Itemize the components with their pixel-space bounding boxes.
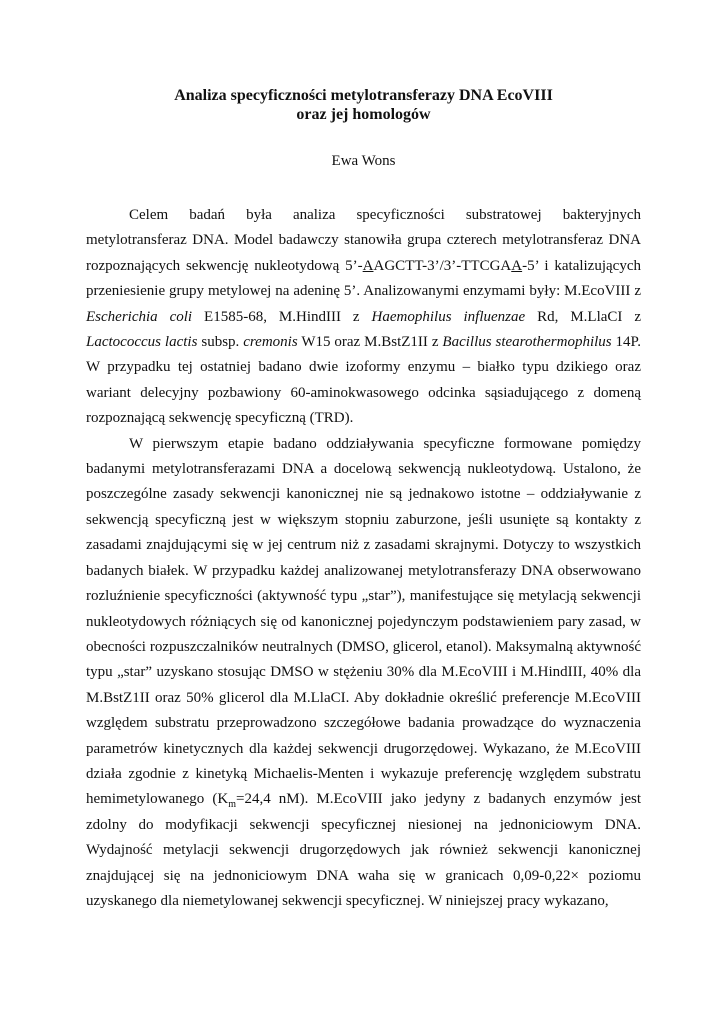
p1-text-6: subsp.	[197, 334, 244, 351]
p1-text-8: 14P. W przypadku tej ostatniej badano dwie izoformy enzymu – białko typu dzikiego oraz wariant delecyjny pozbawiony 60-aminokwasowego odcinka sąsiadującego z domeną rozpoznającą sekwencję specyficzną (TRD).	[86, 334, 641, 427]
document-page	[86, 86, 641, 914]
p1-species-5: Bacillus stearothermophilus	[442, 334, 612, 351]
p1-species-1: Escherichia coli	[86, 308, 193, 325]
p1-underlined-base-1: A	[362, 257, 374, 274]
title-line-2: oraz jej homologów	[296, 106, 431, 123]
p1-species-4: cremonis	[243, 334, 298, 351]
author-name: Ewa Wons	[331, 153, 396, 169]
document-title	[86, 86, 641, 124]
p1-underlined-base-2: A	[511, 257, 523, 274]
p2-text-1: W pierwszym etapie badano oddziaływania specyficzne formowane pomiędzy badanymi metylotransferazami DNA a docelową sekwencją nukleotydową. Ustalono, że poszczególne zasady sekwencji kanonicznej nie są jednakowo istotne – oddziaływanie z sekwencją specyficzną jest w większym stopniu zaburzone, jeśli usunięte są kontakty z zasadami znajdującymi się w jej centrum niż z zasadami skrajnymi. Dotyczy to wszystkich badanych białek. W przypadku każdej analizowanej metylotransferazy DNA obserwowano rozluźnienie specyficzności (aktywność typu „star”), manifestujące się metylacją sekwencji nukleotydowych różniących się od kanonicznej pojedynczym podstawieniem pary zasad, w obecności rozpuszczalników neutralnych (DMSO, glicerol, etanol). Maksymalną aktywność typu „star” uzyskano stosując DMSO w stężeniu 30% dla M.EcoVIII i M.HindIII, 40% dla M.BstZ1II oraz 50% glicerol dla M.LlaCI. Aby dokładnie określić preferencje M.EcoVIII względem substratu przeprowadzono szczegółowe badania prowadzące do wyznaczenia parametrów kinetycznych dla każdej sekwencji drugorzędowej. Wykazano, że M.EcoVIII działa zgodnie z kinetyką Michaelis-Menten i wykazuje preferencję względem substratu hemimetylowanego (K	[86, 435, 641, 808]
p1-text-4: E1585-68, M.HindIII z	[192, 308, 372, 325]
p1-species-3: Lactococcus lactis	[86, 334, 198, 351]
p1-species-2: Haemophilus influenzae	[371, 308, 526, 325]
paragraph-2	[86, 432, 641, 915]
p2-subscript: m	[228, 799, 236, 811]
p1-text-7: W15 oraz M.BstZ1II z	[297, 334, 443, 351]
p2-text-2: =24,4 nM). M.EcoVIII jako jedyny z badanych enzymów jest zdolny do modyfikacji sekwencji specyficznej niesionej na jednoniciowym DNA. Wydajność metylacji sekwencji drugorzędowych jak również sekwencji kanonicznej znajdującej się na jednoniciowym DNA waha się w granicach 0,09-0,22× poziomu uzyskanego dla niemetylowanej sekwencji specyficznej. W niniejszej pracy wykazano,	[86, 791, 641, 909]
title-line-1: Analiza specyficzności metylotransferazy DNA EcoVIII	[174, 87, 553, 104]
p1-text-2: AGCTT-3’/3’-TTCGA	[373, 257, 512, 274]
p1-text-5: Rd, M.LlaCI z	[525, 308, 641, 325]
p1-text-1: Celem badań była analiza specyficzności substratowej bakteryjnych metylotransferaz DNA. Model badawczy stanowiła grupa czterech metylotransferaz DNA rozpoznających sekwencję nukleotydową 5’-	[86, 207, 641, 274]
paragraph-1	[86, 203, 641, 432]
p1-text-3: -5’ i katalizujących przeniesienie grupy metylowej na adeninę 5’. Analizowanymi enzymami były: M.EcoVIII z	[86, 257, 641, 300]
